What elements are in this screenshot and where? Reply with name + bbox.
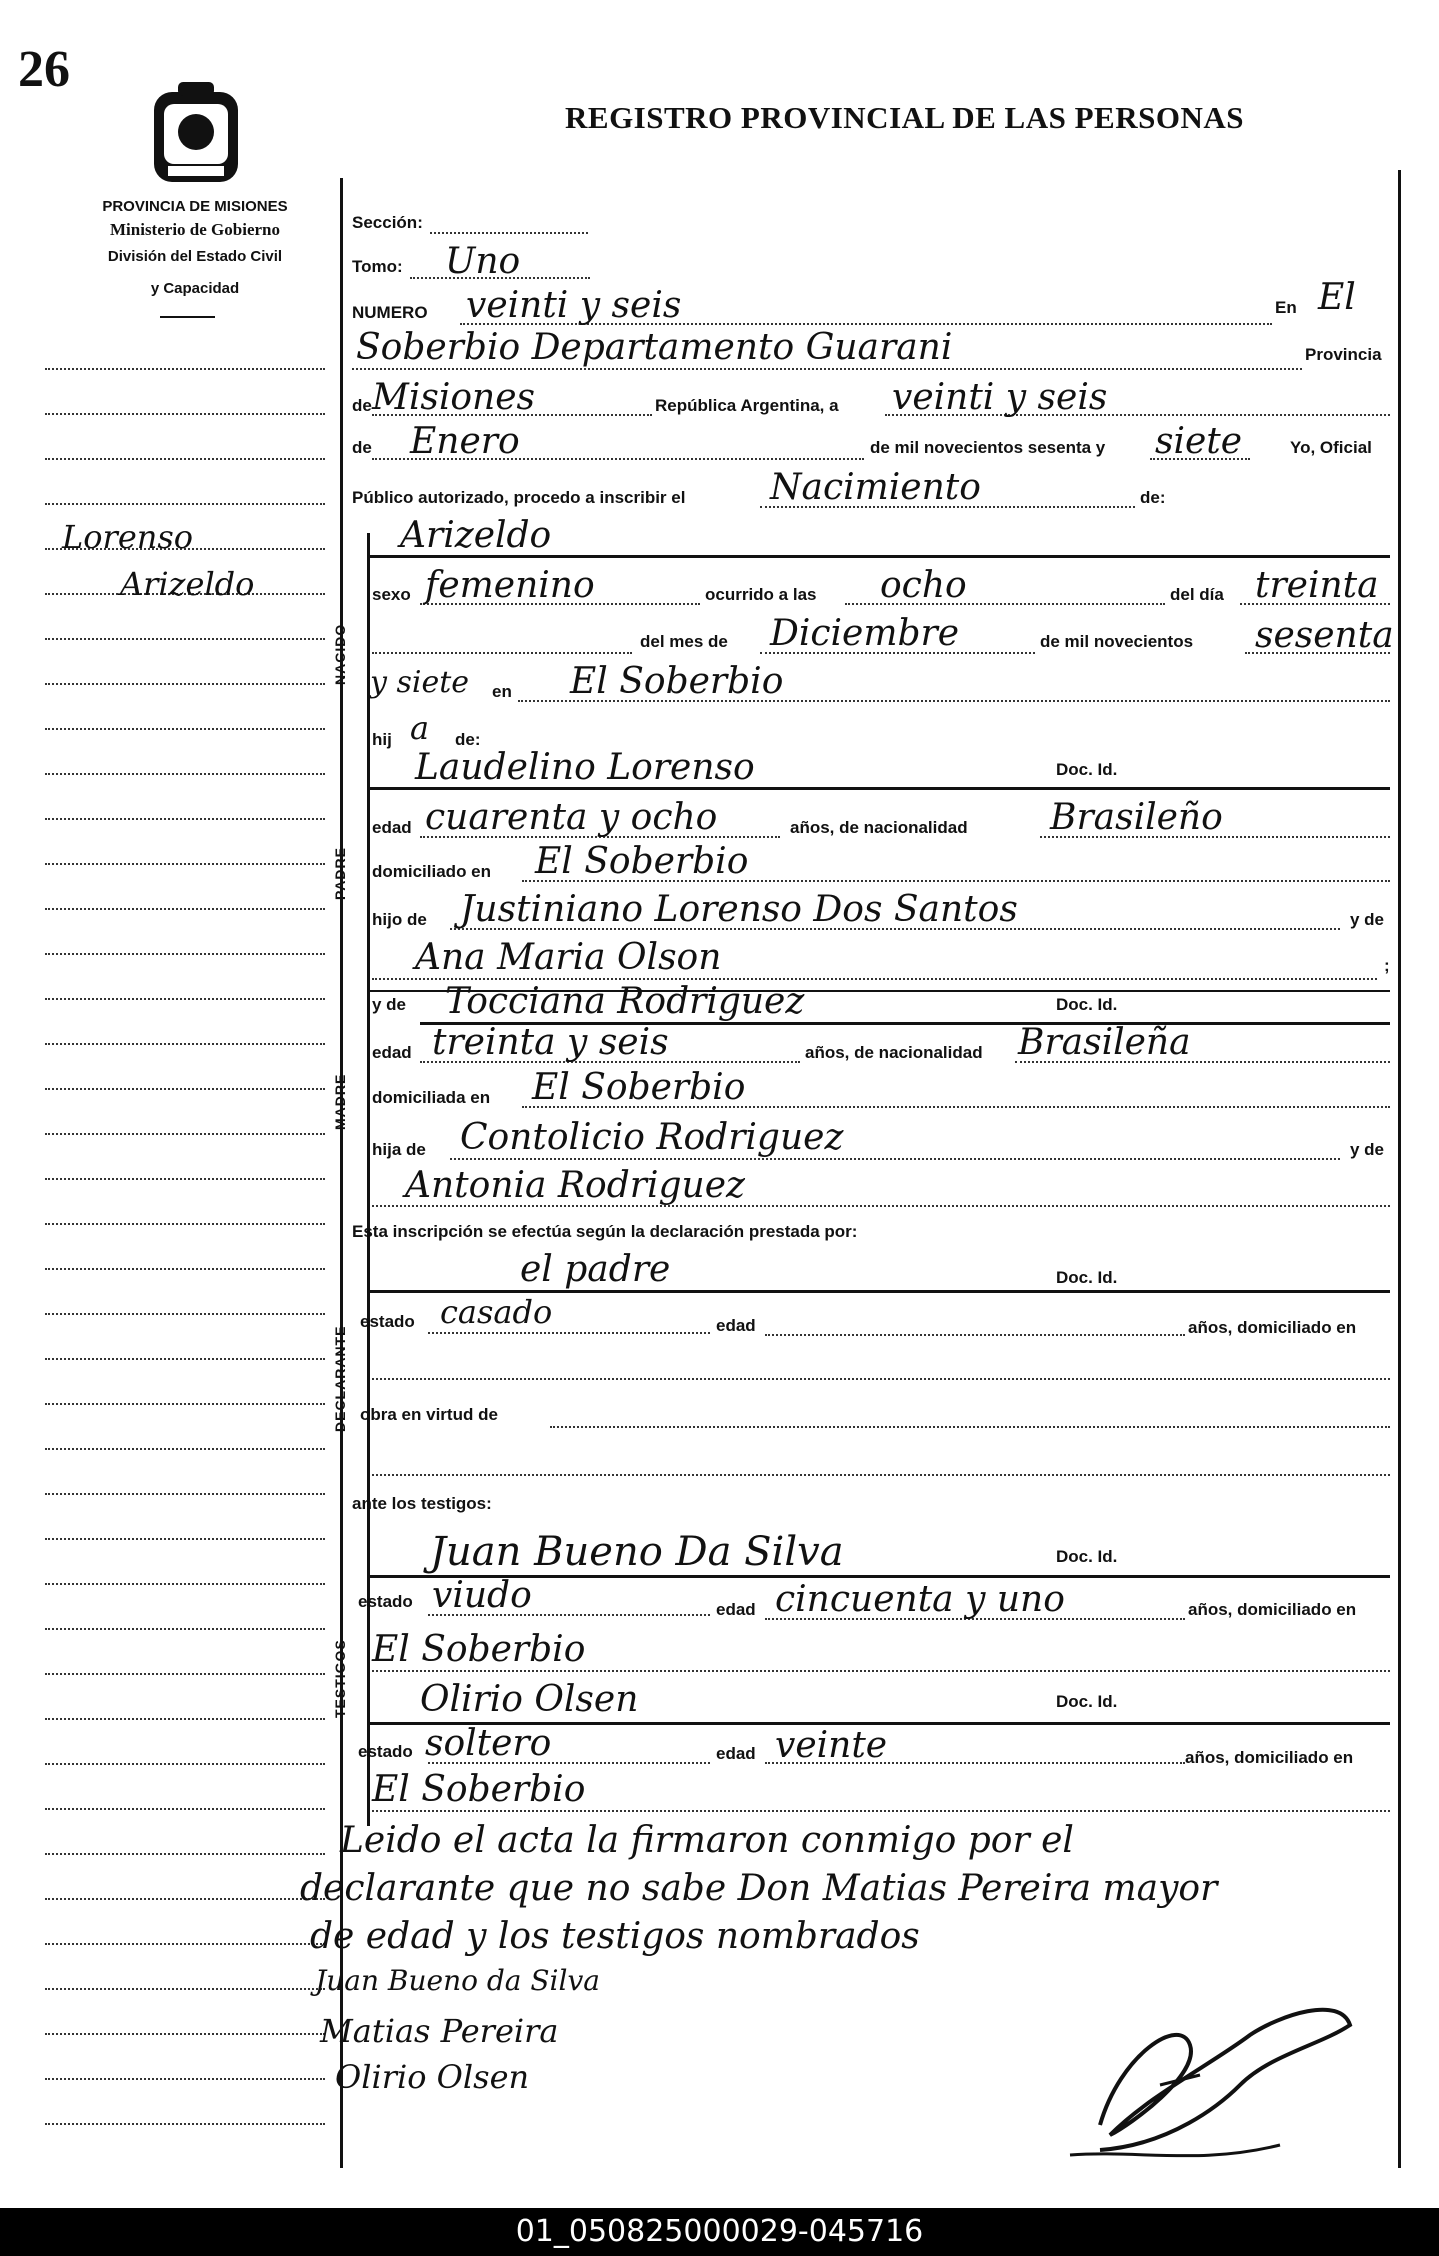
provincia-label: Provincia [1305, 345, 1382, 364]
margin-ruled-line [45, 953, 325, 955]
margin-ruled-line [45, 683, 325, 685]
provincia-value: Misiones [372, 377, 536, 418]
padre-nac-label: años, de nacionalidad [790, 818, 968, 837]
lugar-nac-value: El Soberbio [570, 661, 784, 702]
sexo-label: sexo [372, 585, 411, 604]
margin-ruled-line [45, 1268, 325, 1270]
margin-ruled-line [45, 1088, 325, 1090]
de-label: de [352, 396, 372, 415]
yo-oficial-label: Yo, Oficial [1290, 438, 1372, 457]
de-colon-label: de: [1140, 488, 1166, 507]
closing-note-line-1: Leido el acta la firmaron conmigo por el [340, 1820, 1074, 1861]
fecha-mes-value: Enero [410, 421, 520, 462]
margin-ruled-line [45, 1448, 325, 1450]
padre-madre-value: Ana Maria Olson [415, 937, 722, 978]
decl-dom-line [372, 1378, 1390, 1380]
padre-dom-label: domiciliado en [372, 862, 492, 881]
t2-nombre-value: Olirio Olsen [420, 1679, 639, 1720]
t2-estado-value: soltero [425, 1723, 552, 1764]
anio-nac-value: sesenta [1255, 615, 1394, 656]
margin-ruled-line [45, 2033, 325, 2035]
lugar-line [352, 368, 1302, 370]
margin-ruled-line [45, 1358, 325, 1360]
hij-label: hij [372, 730, 392, 749]
section-padre: PADRE [332, 847, 348, 900]
provincial-seal-icon [148, 82, 244, 190]
decl-estado-line [428, 1332, 710, 1334]
agency-line-ministry: Ministerio de Gobierno [110, 220, 280, 239]
margin-ruled-line [45, 1763, 325, 1765]
anio-value: siete [1155, 421, 1243, 462]
tomo-value: Uno [445, 241, 521, 282]
t1-estado-value: viudo [432, 1575, 532, 1616]
esta-inscripcion-label: Esta inscripción se efectúa según la declaración prestada por: [352, 1222, 858, 1241]
signature-witness-1: Juan Bueno da Silva [315, 1964, 600, 1997]
t1-dom-line [372, 1670, 1390, 1672]
page-number: 26 [18, 41, 70, 98]
decl-anos-label: años, domiciliado en [1188, 1318, 1357, 1337]
padre-edad-label: edad [372, 818, 412, 837]
republica-label: República Argentina, a [655, 396, 839, 415]
nombre-value: Arizeldo [400, 515, 552, 556]
padre-nac-value: Brasileño [1050, 797, 1223, 838]
margin-note-surname: Lorenso [62, 518, 194, 556]
hij-value: a [410, 709, 430, 747]
margin-note-name: Arizeldo [120, 565, 255, 603]
padre-doc-label: Doc. Id. [1056, 760, 1118, 779]
t2-estado-label: estado [358, 1742, 413, 1761]
t1-edad-value: cincuenta y uno [775, 1579, 1065, 1620]
madre-nac-label: años, de nacionalidad [805, 1043, 983, 1062]
de-mil-nov-label: de mil novecientos [1040, 632, 1194, 651]
semicolon: ; [1384, 956, 1390, 975]
padre-value: Laudelino Lorenso [415, 747, 755, 788]
acto-value: Nacimiento [770, 467, 981, 508]
seccion-line [430, 232, 588, 234]
margin-ruled-line [45, 503, 325, 505]
t1-edad-label: edad [716, 1600, 756, 1619]
mes-pre-line [372, 652, 632, 654]
en-lower-label: en [492, 682, 512, 701]
mes-value: Diciembre [770, 613, 960, 654]
margin-ruled-line [45, 1808, 325, 1810]
y-de-madre-label: y de [372, 995, 407, 1014]
hora-value: ocho [880, 565, 967, 606]
decl-edad-label: edad [716, 1316, 756, 1335]
margin-ruled-line [45, 818, 325, 820]
madre-doc-label: Doc. Id. [1056, 995, 1118, 1014]
margin-ruled-line [45, 2123, 325, 2125]
closing-note-line-2: declarante que no sabe Don Matias Pereira mayor [300, 1868, 1218, 1909]
t2-anos-label: años, domiciliado en [1185, 1748, 1354, 1767]
madre-padre-line [450, 1158, 1340, 1160]
t1-anos-label: años, domiciliado en [1188, 1600, 1357, 1619]
madre-madre-value: Antonia Rodriguez [405, 1165, 745, 1206]
margin-ruled-line [45, 1898, 325, 1900]
t2-doc-label: Doc. Id. [1056, 1692, 1118, 1711]
en-value: El [1318, 277, 1356, 318]
de-colon-label-2: de: [455, 730, 481, 749]
fecha-dia-value: veinti y seis [892, 377, 1108, 418]
t1-dom-value: El Soberbio [372, 1629, 586, 1670]
publico-label: Público autorizado, procedo a inscribir el [352, 488, 686, 507]
section-declarante: DECLARANTE [332, 1325, 348, 1432]
y-de-label-2: y de [1350, 1140, 1385, 1159]
madre-nac-value: Brasileña [1018, 1022, 1191, 1063]
margin-ruled-line [45, 413, 325, 415]
file-id-footer: 01_050825000029-045716 [0, 2208, 1439, 2256]
padre-edad-value: cuarenta y ocho [425, 797, 718, 838]
margin-ruled-line [45, 908, 325, 910]
hija-de-label: hija de [372, 1140, 426, 1159]
padre-padre-value: Justiniano Lorenso Dos Santos [460, 889, 1018, 930]
obra-line-2 [372, 1474, 1390, 1476]
decl-edad-line [765, 1334, 1185, 1336]
madre-padre-value: Contolicio Rodriguez [460, 1117, 844, 1158]
closing-note-line-3: de edad y los testigos nombrados [310, 1916, 920, 1957]
t2-edad-value: veinte [775, 1725, 888, 1766]
anio-nac-value-2: y siete [370, 665, 470, 700]
margin-ruled-line [45, 1043, 325, 1045]
official-signature-icon [1040, 1975, 1370, 2175]
t2-edad-label: edad [716, 1744, 756, 1763]
t2-dom-line [372, 1810, 1390, 1812]
document-title: REGISTRO PROVINCIAL DE LAS PERSONAS [565, 100, 1244, 135]
margin-ruled-line [45, 1583, 325, 1585]
margin-ruled-line [45, 368, 325, 370]
margin-ruled-line [45, 728, 325, 730]
margin-ruled-line [45, 1178, 325, 1180]
margin-ruled-line [45, 638, 325, 640]
margin-ruled-line [45, 2078, 325, 2080]
t1-estado-label: estado [358, 1592, 413, 1611]
de-label-2: de [352, 438, 372, 457]
madre-dom-label: domiciliada en [372, 1088, 491, 1107]
form-right-border [1398, 170, 1401, 2168]
decl-estado-label: estado [360, 1312, 415, 1331]
t1-nombre-value: Juan Bueno Da Silva [430, 1529, 844, 1575]
seccion-label: Sección: [352, 213, 423, 232]
madre-value: Tocciana Rodriguez [445, 981, 805, 1022]
declarante-value: el padre [520, 1249, 671, 1290]
margin-ruled-line [45, 1943, 325, 1945]
ante-testigos-label: ante los testigos: [352, 1494, 492, 1513]
margin-ruled-line [45, 1133, 325, 1135]
del-mes-label: del mes de [640, 632, 728, 651]
dia-value: treinta [1255, 565, 1379, 606]
section-nacido: NACIDO [332, 623, 348, 685]
agency-divider [160, 316, 215, 318]
margin-ruled-line [45, 1853, 325, 1855]
y-de-label: y de [1350, 910, 1385, 929]
margin-ruled-line [45, 1538, 325, 1540]
madre-dom-value: El Soberbio [532, 1067, 746, 1108]
del-dia-label: del día [1170, 585, 1224, 604]
decl-estado-value: casado [440, 1293, 553, 1331]
margin-ruled-line [45, 1313, 325, 1315]
agency-line-division: División del Estado Civil [107, 248, 283, 265]
margin-ruled-line [45, 1223, 325, 1225]
margin-ruled-line [45, 1628, 325, 1630]
signature-declarant: Matias Pereira [320, 2012, 559, 2050]
sections-inner-border [367, 533, 370, 1826]
t2-dom-value: El Soberbio [372, 1769, 586, 1810]
obra-label: obra en virtud de [360, 1405, 498, 1424]
margin-ruled-line [45, 863, 325, 865]
madre-edad-label: edad [372, 1043, 412, 1062]
hijo-de-label: hijo de [372, 910, 427, 929]
margin-ruled-line [45, 1673, 325, 1675]
margin-ruled-line [45, 1493, 325, 1495]
margin-ruled-line [45, 998, 325, 1000]
agency-line-province: PROVINCIA DE MISIONES [102, 198, 288, 215]
ocurrido-label: ocurrido a las [705, 585, 817, 604]
padre-madre-line [372, 978, 1377, 980]
declarante-doc-label: Doc. Id. [1056, 1268, 1118, 1287]
margin-ruled-line [45, 773, 325, 775]
signature-witness-2: Olirio Olsen [335, 2058, 530, 2096]
tomo-label: Tomo: [352, 257, 403, 276]
agency-line-capacity: y Capacidad [150, 280, 240, 297]
sexo-value: femenino [425, 565, 595, 606]
margin-ruled-line [45, 1403, 325, 1405]
section-madre: MADRE [332, 1073, 348, 1130]
madre-edad-value: treinta y seis [432, 1022, 669, 1063]
obra-line [550, 1426, 1390, 1428]
section-testigos: TESTIGOS [332, 1639, 348, 1718]
margin-ruled-line [45, 1988, 325, 1990]
margin-ruled-line [45, 1718, 325, 1720]
de-mil-label: de mil novecientos sesenta y [870, 438, 1106, 457]
margin-ruled-line [45, 458, 325, 460]
padre-dom-value: El Soberbio [535, 841, 749, 882]
t1-doc-label: Doc. Id. [1056, 1547, 1118, 1566]
numero-label: NUMERO [352, 303, 428, 322]
lugar-value: Soberbio Departamento Guarani [356, 327, 953, 368]
numero-value: veinti y seis [466, 285, 682, 326]
en-label: En [1275, 298, 1297, 317]
